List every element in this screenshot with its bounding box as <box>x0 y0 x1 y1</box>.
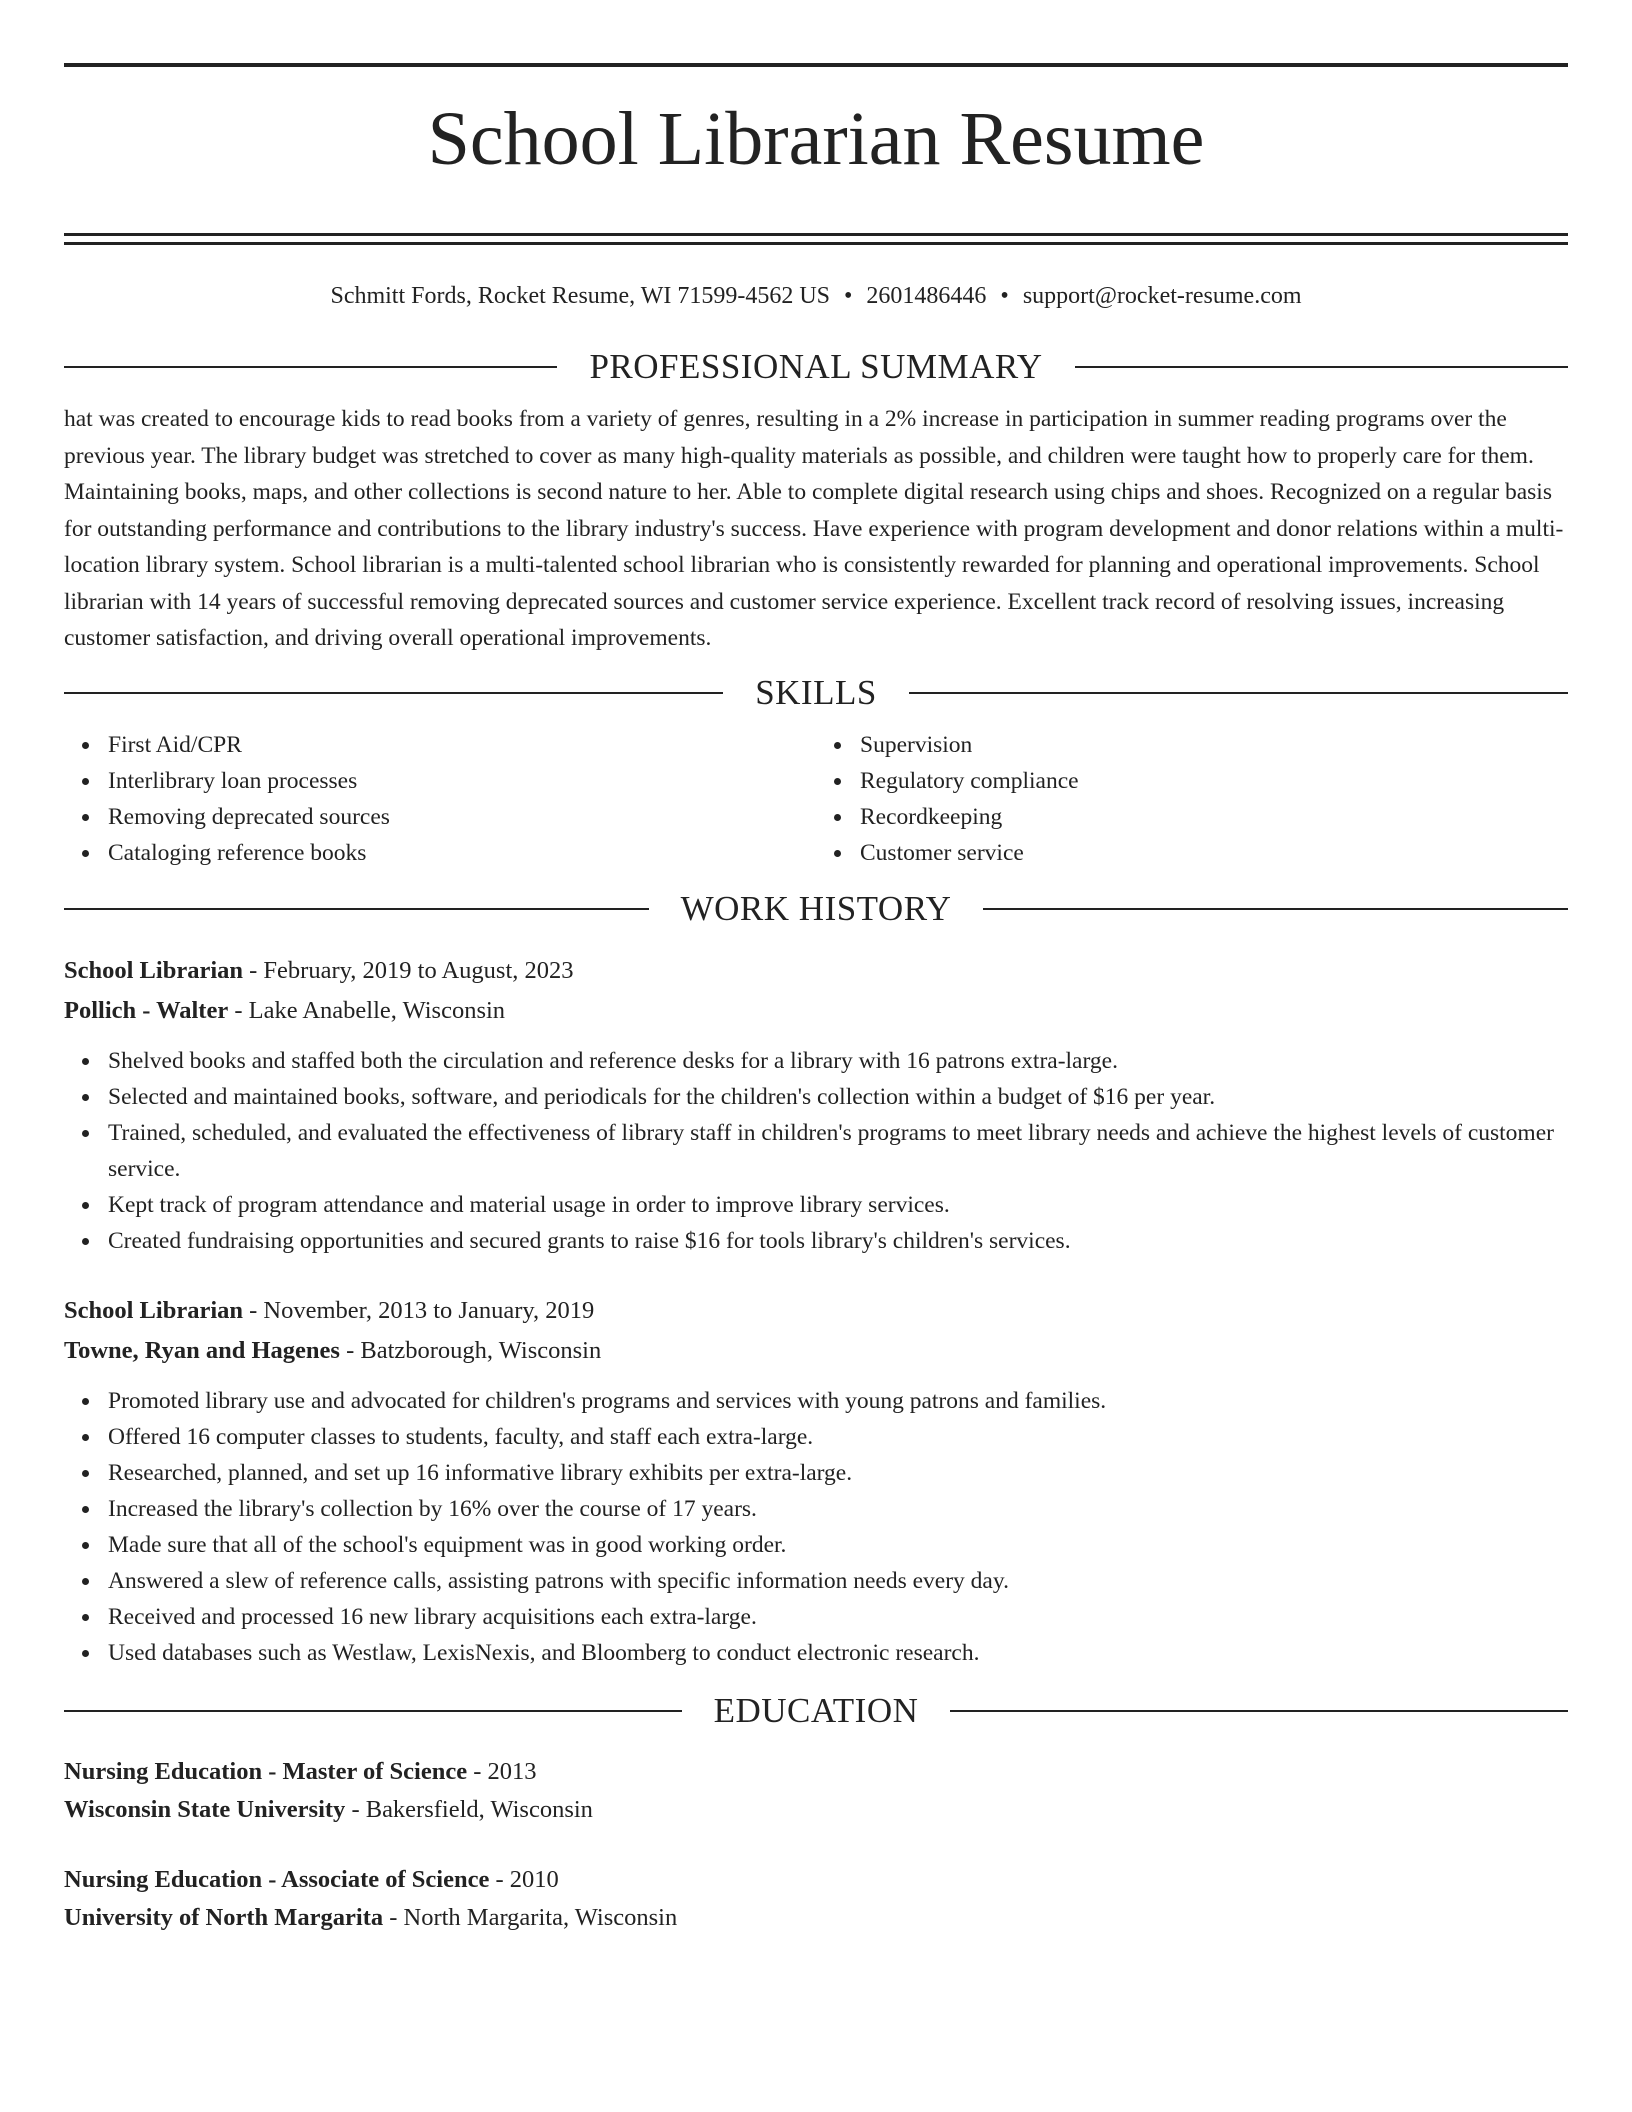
degree-year: - 2013 <box>467 1757 537 1785</box>
duty-item: Offered 16 computer classes to students, faculty, and staff each extra-large. <box>108 1419 1568 1455</box>
contact-phone: 2601486446 <box>866 283 987 309</box>
education-heading <box>64 1691 1568 1731</box>
duty-item: Answered a slew of reference calls, assisting patrons with specific information needs every day. <box>108 1563 1568 1599</box>
summary-heading <box>64 347 1568 387</box>
page-title: School Librarian Resume <box>427 97 1205 181</box>
job-duties <box>64 1383 1568 1671</box>
skill-item: Recordkeeping <box>860 799 1568 835</box>
job-dates: - November, 2013 to January, 2019 <box>243 1296 595 1324</box>
duty-item: Created fundraising opportunities and secured grants to raise $16 for tools library's children's services. <box>108 1223 1568 1259</box>
job-title-line <box>64 1291 1568 1331</box>
skill-item: Interlibrary loan processes <box>108 763 816 799</box>
heading-rule-left <box>64 1710 682 1712</box>
education-entry <box>64 1861 1568 1937</box>
duty-item: Received and processed 16 new library acquisitions each extra-large. <box>108 1599 1568 1635</box>
title-double-rule <box>64 233 1568 245</box>
degree-line <box>64 1753 1568 1791</box>
degree-line <box>64 1861 1568 1899</box>
job-title: School Librarian <box>64 1296 244 1324</box>
heading-rule-right <box>1075 366 1568 368</box>
work-entry <box>64 951 1568 1259</box>
work-heading-label: WORK HISTORY <box>680 888 952 928</box>
skill-item: Customer service <box>860 835 1568 871</box>
duty-item: Made sure that all of the school's equipment was in good working order. <box>108 1527 1568 1563</box>
heading-rule-right <box>950 1710 1568 1712</box>
skill-item: Supervision <box>860 727 1568 763</box>
employer-name: Towne, Ryan and Hagenes <box>64 1336 340 1364</box>
contact-line <box>64 281 1568 311</box>
school-location: - Bakersfield, Wisconsin <box>345 1795 593 1823</box>
summary-heading-label: PROFESSIONAL SUMMARY <box>589 347 1043 386</box>
degree-name: Nursing Education - Master of Science <box>64 1757 468 1785</box>
employer-location: - Batzborough, Wisconsin <box>339 1336 602 1364</box>
work-entry <box>64 1291 1568 1671</box>
school-name: Wisconsin State University <box>64 1795 346 1823</box>
education-heading-label: EDUCATION <box>713 1690 919 1730</box>
duty-item: Selected and maintained books, software, and periodicals for the children's collection within a budget of $16 per year. <box>108 1079 1568 1115</box>
contact-address: Schmitt Fords, Rocket Resume, WI 71599-4562 US <box>330 283 831 309</box>
job-title-line <box>64 951 1568 991</box>
contact-separator: • <box>844 283 853 309</box>
duty-item: Trained, scheduled, and evaluated the effectiveness of library staff in children's programs to meet library needs and achieve the highest levels of customer service. <box>108 1115 1568 1187</box>
duty-item: Used databases such as Westlaw, LexisNexis, and Bloomberg to conduct electronic research. <box>108 1635 1568 1671</box>
school-name: University of North Margarita <box>64 1903 384 1931</box>
duty-item: Shelved books and staffed both the circulation and reference desks for a library with 16 patrons extra-large. <box>108 1043 1568 1079</box>
school-location: - North Margarita, Wisconsin <box>383 1903 678 1931</box>
school-line <box>64 1899 1568 1937</box>
heading-rule-left <box>64 366 557 368</box>
summary-text: hat was created to encourage kids to read books from a variety of genres, resulting in a 2% increase in participation in summer reading programs over the previous year. The library budget was stretched to cover as many high-quality materials as possible, and children were taught how to properly care for them. Maintaining books, maps, and other collections is second nature to her. Able to complete digital research using chips and shoes. Recognized on a regular basis for outstanding performance and contributions to the library industry's success. Have experience with program development and donor relations within a multi-location library system. School librarian is a multi-talented school librarian who is consistently rewarded for planning and operational improvements. School librarian with 14 years of successful removing deprecated sources and customer service experience. Excellent track record of resolving issues, increasing customer satisfaction, and driving overall operational improvements. <box>64 406 1564 651</box>
duty-item: Kept track of program attendance and material usage in order to improve library services. <box>108 1187 1568 1223</box>
education-entry <box>64 1753 1568 1829</box>
job-title: School Librarian <box>64 956 244 984</box>
job-dates: - February, 2019 to August, 2023 <box>243 956 574 984</box>
skill-item: Cataloging reference books <box>108 835 816 871</box>
heading-rule-left <box>64 692 723 694</box>
contact-separator: • <box>1000 283 1009 309</box>
skills-heading-label: SKILLS <box>755 672 877 712</box>
skills-heading <box>64 673 1568 713</box>
heading-rule-right <box>983 908 1568 910</box>
job-duties <box>64 1043 1568 1259</box>
skills-column-left <box>64 727 816 871</box>
duty-item: Increased the library's collection by 16% over the course of 17 years. <box>108 1491 1568 1527</box>
skills-list <box>64 727 1568 871</box>
employer-name: Pollich - Walter <box>64 996 229 1024</box>
skill-item: Regulatory compliance <box>860 763 1568 799</box>
skill-item: First Aid/CPR <box>108 727 816 763</box>
employer-line <box>64 991 1568 1031</box>
degree-year: - 2010 <box>489 1865 559 1893</box>
duty-item: Researched, planned, and set up 16 informative library exhibits per extra-large. <box>108 1455 1568 1491</box>
school-line <box>64 1791 1568 1829</box>
employer-location: - Lake Anabelle, Wisconsin <box>228 996 506 1024</box>
skills-column-right <box>816 727 1568 871</box>
skill-item: Removing deprecated sources <box>108 799 816 835</box>
employer-line <box>64 1331 1568 1371</box>
heading-rule-right <box>909 692 1568 694</box>
contact-email: support@rocket-resume.com <box>1022 283 1302 309</box>
work-heading <box>64 889 1568 929</box>
heading-rule-left <box>64 908 649 910</box>
degree-name: Nursing Education - Associate of Science <box>64 1865 490 1893</box>
duty-item: Promoted library use and advocated for children's programs and services with young patrons and families. <box>108 1383 1568 1419</box>
